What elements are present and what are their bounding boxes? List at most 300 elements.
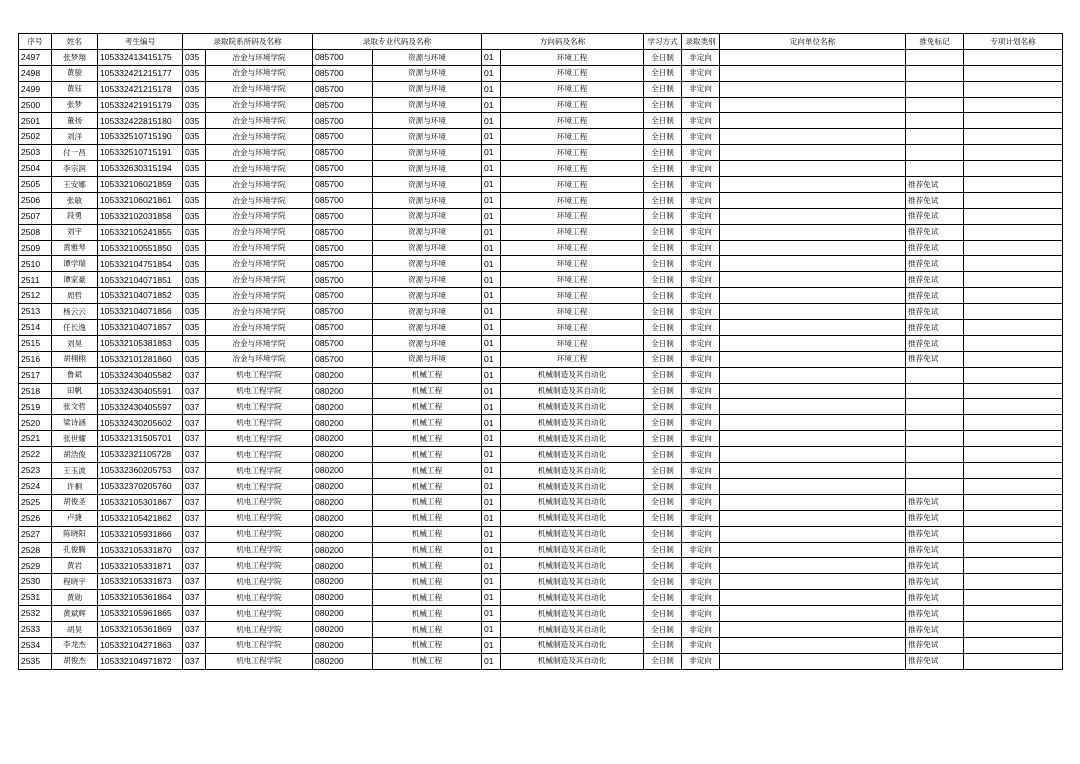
table-row bbox=[19, 463, 1063, 479]
cell-seq: 2500 bbox=[19, 97, 52, 113]
cell-major-name: 资源与环境 bbox=[373, 145, 482, 161]
cell-direction-name: 机械制造及其自动化 bbox=[501, 478, 644, 494]
cell-major-name: 机械工程 bbox=[373, 637, 482, 653]
cell-direction-name: 环境工程 bbox=[501, 208, 644, 224]
cell-admission-type: 非定向 bbox=[682, 447, 720, 463]
cell-exempt-mark: 推荐免试 bbox=[906, 304, 964, 320]
cell-major-name: 资源与环境 bbox=[373, 288, 482, 304]
cell-study-mode: 全日制 bbox=[644, 494, 682, 510]
cell-name: 田帆 bbox=[52, 383, 98, 399]
cell-direction-name: 机械制造及其自动化 bbox=[501, 590, 644, 606]
cell-study-mode: 全日制 bbox=[644, 431, 682, 447]
table-row bbox=[19, 415, 1063, 431]
cell-admission-type: 非定向 bbox=[682, 320, 720, 336]
cell-major-code: 085700 bbox=[313, 97, 373, 113]
cell-sponsor-unit bbox=[720, 399, 906, 415]
cell-direction-code: 01 bbox=[482, 192, 501, 208]
cell-direction-name: 机械制造及其自动化 bbox=[501, 447, 644, 463]
cell-candidate-id: 105332430405591 bbox=[98, 383, 183, 399]
cell-major-code: 085700 bbox=[313, 240, 373, 256]
cell-candidate-id: 105332630315194 bbox=[98, 161, 183, 177]
cell-candidate-id: 105332131505701 bbox=[98, 431, 183, 447]
cell-direction-name: 环境工程 bbox=[501, 272, 644, 288]
table-row bbox=[19, 288, 1063, 304]
cell-dept-code: 035 bbox=[183, 351, 206, 367]
cell-special-plan bbox=[964, 351, 1063, 367]
cell-direction-name: 机械制造及其自动化 bbox=[501, 399, 644, 415]
cell-exempt-mark: 推荐免试 bbox=[906, 192, 964, 208]
cell-major-code: 085700 bbox=[313, 224, 373, 240]
cell-seq: 2517 bbox=[19, 367, 52, 383]
cell-seq: 2497 bbox=[19, 49, 52, 65]
cell-admission-type: 非定向 bbox=[682, 431, 720, 447]
table-row bbox=[19, 510, 1063, 526]
cell-major-name: 机械工程 bbox=[373, 558, 482, 574]
cell-special-plan bbox=[964, 97, 1063, 113]
cell-direction-name: 环境工程 bbox=[501, 351, 644, 367]
cell-study-mode: 全日制 bbox=[644, 335, 682, 351]
cell-major-name: 机械工程 bbox=[373, 431, 482, 447]
cell-name: 孔俊腾 bbox=[52, 542, 98, 558]
cell-special-plan bbox=[964, 542, 1063, 558]
cell-admission-type: 非定向 bbox=[682, 49, 720, 65]
cell-special-plan bbox=[964, 304, 1063, 320]
cell-admission-type: 非定向 bbox=[682, 65, 720, 81]
cell-dept-name: 冶金与环境学院 bbox=[206, 288, 313, 304]
cell-direction-code: 01 bbox=[482, 399, 501, 415]
cell-dept-name: 冶金与环境学院 bbox=[206, 65, 313, 81]
cell-study-mode: 全日制 bbox=[644, 208, 682, 224]
cell-sponsor-unit bbox=[720, 65, 906, 81]
cell-major-name: 机械工程 bbox=[373, 447, 482, 463]
cell-study-mode: 全日制 bbox=[644, 320, 682, 336]
cell-sponsor-unit bbox=[720, 192, 906, 208]
cell-admission-type: 非定向 bbox=[682, 653, 720, 669]
cell-seq: 2508 bbox=[19, 224, 52, 240]
cell-admission-type: 非定向 bbox=[682, 272, 720, 288]
cell-study-mode: 全日制 bbox=[644, 177, 682, 193]
cell-dept-code: 037 bbox=[183, 558, 206, 574]
cell-dept-code: 037 bbox=[183, 447, 206, 463]
cell-major-name: 资源与环境 bbox=[373, 65, 482, 81]
cell-major-code: 080200 bbox=[313, 574, 373, 590]
cell-dept-name: 冶金与环境学院 bbox=[206, 113, 313, 129]
cell-sponsor-unit bbox=[720, 478, 906, 494]
table-row bbox=[19, 526, 1063, 542]
cell-name: 王玉波 bbox=[52, 463, 98, 479]
cell-exempt-mark bbox=[906, 383, 964, 399]
cell-study-mode: 全日制 bbox=[644, 192, 682, 208]
cell-seq: 2507 bbox=[19, 208, 52, 224]
cell-study-mode: 全日制 bbox=[644, 558, 682, 574]
cell-major-code: 085700 bbox=[313, 288, 373, 304]
cell-direction-code: 01 bbox=[482, 367, 501, 383]
cell-exempt-mark bbox=[906, 113, 964, 129]
cell-admission-type: 非定向 bbox=[682, 81, 720, 97]
cell-direction-code: 01 bbox=[482, 145, 501, 161]
cell-special-plan bbox=[964, 494, 1063, 510]
cell-admission-type: 非定向 bbox=[682, 574, 720, 590]
cell-major-code: 080200 bbox=[313, 621, 373, 637]
cell-study-mode: 全日制 bbox=[644, 526, 682, 542]
cell-direction-name: 环境工程 bbox=[501, 81, 644, 97]
table-row bbox=[19, 606, 1063, 622]
header-exempt-mark: 推免标记 bbox=[906, 34, 964, 50]
cell-admission-type: 非定向 bbox=[682, 463, 720, 479]
cell-dept-name: 机电工程学院 bbox=[206, 399, 313, 415]
cell-major-name: 资源与环境 bbox=[373, 129, 482, 145]
cell-sponsor-unit bbox=[720, 383, 906, 399]
cell-admission-type: 非定向 bbox=[682, 415, 720, 431]
cell-major-name: 资源与环境 bbox=[373, 224, 482, 240]
cell-exempt-mark bbox=[906, 367, 964, 383]
cell-special-plan bbox=[964, 49, 1063, 65]
cell-major-name: 资源与环境 bbox=[373, 320, 482, 336]
cell-seq: 2511 bbox=[19, 272, 52, 288]
cell-dept-code: 035 bbox=[183, 240, 206, 256]
cell-sponsor-unit bbox=[720, 574, 906, 590]
cell-major-name: 机械工程 bbox=[373, 542, 482, 558]
table-row bbox=[19, 177, 1063, 193]
cell-seq: 2506 bbox=[19, 192, 52, 208]
cell-study-mode: 全日制 bbox=[644, 351, 682, 367]
cell-major-name: 机械工程 bbox=[373, 590, 482, 606]
cell-dept-code: 035 bbox=[183, 320, 206, 336]
cell-name: 胡浩俊 bbox=[52, 447, 98, 463]
table-row bbox=[19, 192, 1063, 208]
cell-direction-name: 机械制造及其自动化 bbox=[501, 621, 644, 637]
table-row bbox=[19, 494, 1063, 510]
cell-major-code: 085700 bbox=[313, 335, 373, 351]
cell-major-name: 机械工程 bbox=[373, 510, 482, 526]
cell-seq: 2535 bbox=[19, 653, 52, 669]
cell-dept-name: 机电工程学院 bbox=[206, 542, 313, 558]
cell-special-plan bbox=[964, 65, 1063, 81]
cell-exempt-mark: 推荐免试 bbox=[906, 653, 964, 669]
cell-major-code: 085700 bbox=[313, 145, 373, 161]
cell-exempt-mark: 推荐免试 bbox=[906, 542, 964, 558]
cell-exempt-mark bbox=[906, 415, 964, 431]
cell-direction-code: 01 bbox=[482, 431, 501, 447]
cell-major-name: 机械工程 bbox=[373, 526, 482, 542]
cell-direction-name: 环境工程 bbox=[501, 65, 644, 81]
cell-direction-code: 01 bbox=[482, 335, 501, 351]
cell-special-plan bbox=[964, 224, 1063, 240]
cell-seq: 2533 bbox=[19, 621, 52, 637]
cell-dept-code: 037 bbox=[183, 415, 206, 431]
cell-dept-code: 037 bbox=[183, 367, 206, 383]
cell-direction-code: 01 bbox=[482, 653, 501, 669]
header-major: 录取专业代码及名称 bbox=[313, 34, 482, 50]
cell-candidate-id: 105332105361864 bbox=[98, 590, 183, 606]
cell-seq: 2510 bbox=[19, 256, 52, 272]
cell-dept-name: 机电工程学院 bbox=[206, 383, 313, 399]
cell-seq: 2509 bbox=[19, 240, 52, 256]
cell-direction-code: 01 bbox=[482, 415, 501, 431]
cell-major-name: 资源与环境 bbox=[373, 335, 482, 351]
cell-special-plan bbox=[964, 81, 1063, 97]
cell-special-plan bbox=[964, 288, 1063, 304]
cell-direction-name: 环境工程 bbox=[501, 256, 644, 272]
cell-exempt-mark: 推荐免试 bbox=[906, 494, 964, 510]
cell-sponsor-unit bbox=[720, 208, 906, 224]
cell-study-mode: 全日制 bbox=[644, 97, 682, 113]
cell-major-code: 085700 bbox=[313, 113, 373, 129]
cell-major-code: 085700 bbox=[313, 351, 373, 367]
cell-candidate-id: 105332422815180 bbox=[98, 113, 183, 129]
cell-direction-code: 01 bbox=[482, 447, 501, 463]
cell-name: 谭学瑞 bbox=[52, 256, 98, 272]
cell-direction-name: 环境工程 bbox=[501, 49, 644, 65]
table-row bbox=[19, 478, 1063, 494]
cell-sponsor-unit bbox=[720, 463, 906, 479]
cell-dept-name: 机电工程学院 bbox=[206, 574, 313, 590]
cell-dept-name: 机电工程学院 bbox=[206, 621, 313, 637]
cell-exempt-mark: 推荐免试 bbox=[906, 558, 964, 574]
cell-name: 张敏 bbox=[52, 192, 98, 208]
cell-major-name: 机械工程 bbox=[373, 478, 482, 494]
cell-direction-code: 01 bbox=[482, 383, 501, 399]
cell-admission-type: 非定向 bbox=[682, 383, 720, 399]
cell-major-code: 085700 bbox=[313, 129, 373, 145]
cell-major-name: 机械工程 bbox=[373, 383, 482, 399]
header-candidate-id: 考生编号 bbox=[98, 34, 183, 50]
cell-seq: 2534 bbox=[19, 637, 52, 653]
cell-special-plan bbox=[964, 574, 1063, 590]
cell-seq: 2522 bbox=[19, 447, 52, 463]
cell-direction-code: 01 bbox=[482, 208, 501, 224]
header-direction: 方向码及名称 bbox=[482, 34, 644, 50]
cell-seq: 2514 bbox=[19, 320, 52, 336]
cell-admission-type: 非定向 bbox=[682, 145, 720, 161]
header-name: 姓名 bbox=[52, 34, 98, 50]
cell-dept-code: 035 bbox=[183, 49, 206, 65]
cell-major-code: 080200 bbox=[313, 606, 373, 622]
cell-study-mode: 全日制 bbox=[644, 81, 682, 97]
cell-exempt-mark: 推荐免试 bbox=[906, 510, 964, 526]
cell-seq: 2521 bbox=[19, 431, 52, 447]
cell-name: 李龙杰 bbox=[52, 637, 98, 653]
cell-seq: 2512 bbox=[19, 288, 52, 304]
cell-name: 胡俊圣 bbox=[52, 494, 98, 510]
cell-name: 黄勋 bbox=[52, 590, 98, 606]
table-row bbox=[19, 590, 1063, 606]
cell-candidate-id: 105332421215177 bbox=[98, 65, 183, 81]
cell-name: 杨云云 bbox=[52, 304, 98, 320]
cell-study-mode: 全日制 bbox=[644, 145, 682, 161]
cell-dept-code: 035 bbox=[183, 113, 206, 129]
cell-major-code: 085700 bbox=[313, 192, 373, 208]
cell-admission-type: 非定向 bbox=[682, 304, 720, 320]
cell-major-code: 085700 bbox=[313, 304, 373, 320]
cell-dept-code: 037 bbox=[183, 526, 206, 542]
cell-admission-type: 非定向 bbox=[682, 399, 720, 415]
cell-exempt-mark bbox=[906, 463, 964, 479]
cell-name: 王安娜 bbox=[52, 177, 98, 193]
cell-major-code: 085700 bbox=[313, 272, 373, 288]
cell-candidate-id: 105332105421862 bbox=[98, 510, 183, 526]
cell-major-name: 机械工程 bbox=[373, 367, 482, 383]
cell-special-plan bbox=[964, 415, 1063, 431]
header-seq: 序号 bbox=[19, 34, 52, 50]
cell-direction-code: 01 bbox=[482, 240, 501, 256]
cell-major-code: 080200 bbox=[313, 478, 373, 494]
cell-special-plan bbox=[964, 653, 1063, 669]
cell-admission-type: 非定向 bbox=[682, 113, 720, 129]
cell-dept-code: 037 bbox=[183, 590, 206, 606]
table-row bbox=[19, 637, 1063, 653]
header-special-plan: 专项计划名称 bbox=[964, 34, 1063, 50]
cell-dept-name: 机电工程学院 bbox=[206, 653, 313, 669]
cell-major-code: 085700 bbox=[313, 256, 373, 272]
cell-candidate-id: 105332106021861 bbox=[98, 192, 183, 208]
cell-study-mode: 全日制 bbox=[644, 510, 682, 526]
cell-dept-code: 037 bbox=[183, 494, 206, 510]
cell-dept-code: 035 bbox=[183, 129, 206, 145]
table-row bbox=[19, 383, 1063, 399]
cell-study-mode: 全日制 bbox=[644, 590, 682, 606]
cell-study-mode: 全日制 bbox=[644, 621, 682, 637]
cell-dept-name: 机电工程学院 bbox=[206, 447, 313, 463]
table-row bbox=[19, 653, 1063, 669]
cell-dept-code: 037 bbox=[183, 478, 206, 494]
cell-exempt-mark: 推荐免试 bbox=[906, 606, 964, 622]
cell-major-name: 资源与环境 bbox=[373, 208, 482, 224]
cell-candidate-id: 105332102031858 bbox=[98, 208, 183, 224]
cell-admission-type: 非定向 bbox=[682, 621, 720, 637]
cell-sponsor-unit bbox=[720, 304, 906, 320]
cell-admission-type: 非定向 bbox=[682, 129, 720, 145]
table-body bbox=[19, 49, 1063, 669]
cell-sponsor-unit bbox=[720, 272, 906, 288]
header-department: 录取院系所码及名称 bbox=[183, 34, 313, 50]
cell-major-name: 机械工程 bbox=[373, 621, 482, 637]
cell-dept-name: 冶金与环境学院 bbox=[206, 49, 313, 65]
cell-study-mode: 全日制 bbox=[644, 288, 682, 304]
cell-candidate-id: 105332104071857 bbox=[98, 320, 183, 336]
cell-dept-name: 机电工程学院 bbox=[206, 510, 313, 526]
table-row bbox=[19, 320, 1063, 336]
cell-candidate-id: 105332104071851 bbox=[98, 272, 183, 288]
cell-candidate-id: 105332105381853 bbox=[98, 335, 183, 351]
cell-direction-code: 01 bbox=[482, 177, 501, 193]
cell-exempt-mark: 推荐免试 bbox=[906, 335, 964, 351]
cell-direction-code: 01 bbox=[482, 256, 501, 272]
cell-direction-name: 环境工程 bbox=[501, 192, 644, 208]
cell-exempt-mark bbox=[906, 129, 964, 145]
cell-sponsor-unit bbox=[720, 494, 906, 510]
cell-admission-type: 非定向 bbox=[682, 478, 720, 494]
cell-admission-type: 非定向 bbox=[682, 224, 720, 240]
cell-direction-name: 环境工程 bbox=[501, 113, 644, 129]
cell-direction-code: 01 bbox=[482, 574, 501, 590]
cell-major-code: 085700 bbox=[313, 208, 373, 224]
cell-seq: 2525 bbox=[19, 494, 52, 510]
cell-dept-name: 冶金与环境学院 bbox=[206, 145, 313, 161]
cell-candidate-id: 105332104971872 bbox=[98, 653, 183, 669]
cell-sponsor-unit bbox=[720, 367, 906, 383]
cell-study-mode: 全日制 bbox=[644, 383, 682, 399]
cell-direction-code: 01 bbox=[482, 97, 501, 113]
cell-special-plan bbox=[964, 558, 1063, 574]
cell-sponsor-unit bbox=[720, 177, 906, 193]
cell-study-mode: 全日制 bbox=[644, 65, 682, 81]
cell-dept-code: 037 bbox=[183, 621, 206, 637]
cell-direction-name: 机械制造及其自动化 bbox=[501, 574, 644, 590]
cell-exempt-mark: 推荐免试 bbox=[906, 224, 964, 240]
cell-dept-code: 035 bbox=[183, 177, 206, 193]
cell-special-plan bbox=[964, 335, 1063, 351]
cell-direction-code: 01 bbox=[482, 478, 501, 494]
cell-name: 李宗润 bbox=[52, 161, 98, 177]
cell-study-mode: 全日制 bbox=[644, 415, 682, 431]
cell-dept-name: 冶金与环境学院 bbox=[206, 351, 313, 367]
cell-dept-code: 037 bbox=[183, 606, 206, 622]
cell-major-code: 080200 bbox=[313, 542, 373, 558]
cell-major-name: 资源与环境 bbox=[373, 304, 482, 320]
cell-major-code: 080200 bbox=[313, 653, 373, 669]
cell-major-code: 080200 bbox=[313, 590, 373, 606]
cell-dept-name: 机电工程学院 bbox=[206, 606, 313, 622]
cell-dept-code: 037 bbox=[183, 463, 206, 479]
cell-direction-name: 环境工程 bbox=[501, 97, 644, 113]
cell-dept-code: 035 bbox=[183, 208, 206, 224]
cell-name: 陈晓阳 bbox=[52, 526, 98, 542]
cell-dept-code: 037 bbox=[183, 574, 206, 590]
cell-sponsor-unit bbox=[720, 542, 906, 558]
cell-seq: 2524 bbox=[19, 478, 52, 494]
cell-major-code: 080200 bbox=[313, 637, 373, 653]
cell-major-code: 085700 bbox=[313, 177, 373, 193]
cell-special-plan bbox=[964, 526, 1063, 542]
cell-name: 刘宇 bbox=[52, 224, 98, 240]
cell-dept-code: 037 bbox=[183, 431, 206, 447]
cell-admission-type: 非定向 bbox=[682, 526, 720, 542]
cell-name: 张世耀 bbox=[52, 431, 98, 447]
cell-dept-code: 035 bbox=[183, 304, 206, 320]
cell-direction-code: 01 bbox=[482, 224, 501, 240]
cell-admission-type: 非定向 bbox=[682, 558, 720, 574]
cell-dept-name: 机电工程学院 bbox=[206, 463, 313, 479]
cell-study-mode: 全日制 bbox=[644, 606, 682, 622]
cell-special-plan bbox=[964, 590, 1063, 606]
cell-admission-type: 非定向 bbox=[682, 288, 720, 304]
cell-special-plan bbox=[964, 272, 1063, 288]
table-row bbox=[19, 161, 1063, 177]
cell-name: 黄雅琴 bbox=[52, 240, 98, 256]
cell-direction-name: 机械制造及其自动化 bbox=[501, 653, 644, 669]
cell-major-code: 080200 bbox=[313, 431, 373, 447]
cell-dept-code: 035 bbox=[183, 65, 206, 81]
cell-major-name: 机械工程 bbox=[373, 606, 482, 622]
cell-admission-type: 非定向 bbox=[682, 637, 720, 653]
cell-name: 黄钰 bbox=[52, 81, 98, 97]
cell-study-mode: 全日制 bbox=[644, 447, 682, 463]
cell-dept-code: 035 bbox=[183, 272, 206, 288]
cell-dept-name: 冶金与环境学院 bbox=[206, 177, 313, 193]
cell-seq: 2516 bbox=[19, 351, 52, 367]
table-row bbox=[19, 81, 1063, 97]
cell-sponsor-unit bbox=[720, 240, 906, 256]
cell-direction-name: 环境工程 bbox=[501, 240, 644, 256]
cell-direction-code: 01 bbox=[482, 113, 501, 129]
cell-study-mode: 全日制 bbox=[644, 161, 682, 177]
cell-seq: 2499 bbox=[19, 81, 52, 97]
cell-direction-code: 01 bbox=[482, 621, 501, 637]
cell-admission-type: 非定向 bbox=[682, 367, 720, 383]
cell-direction-name: 机械制造及其自动化 bbox=[501, 463, 644, 479]
table-row bbox=[19, 97, 1063, 113]
